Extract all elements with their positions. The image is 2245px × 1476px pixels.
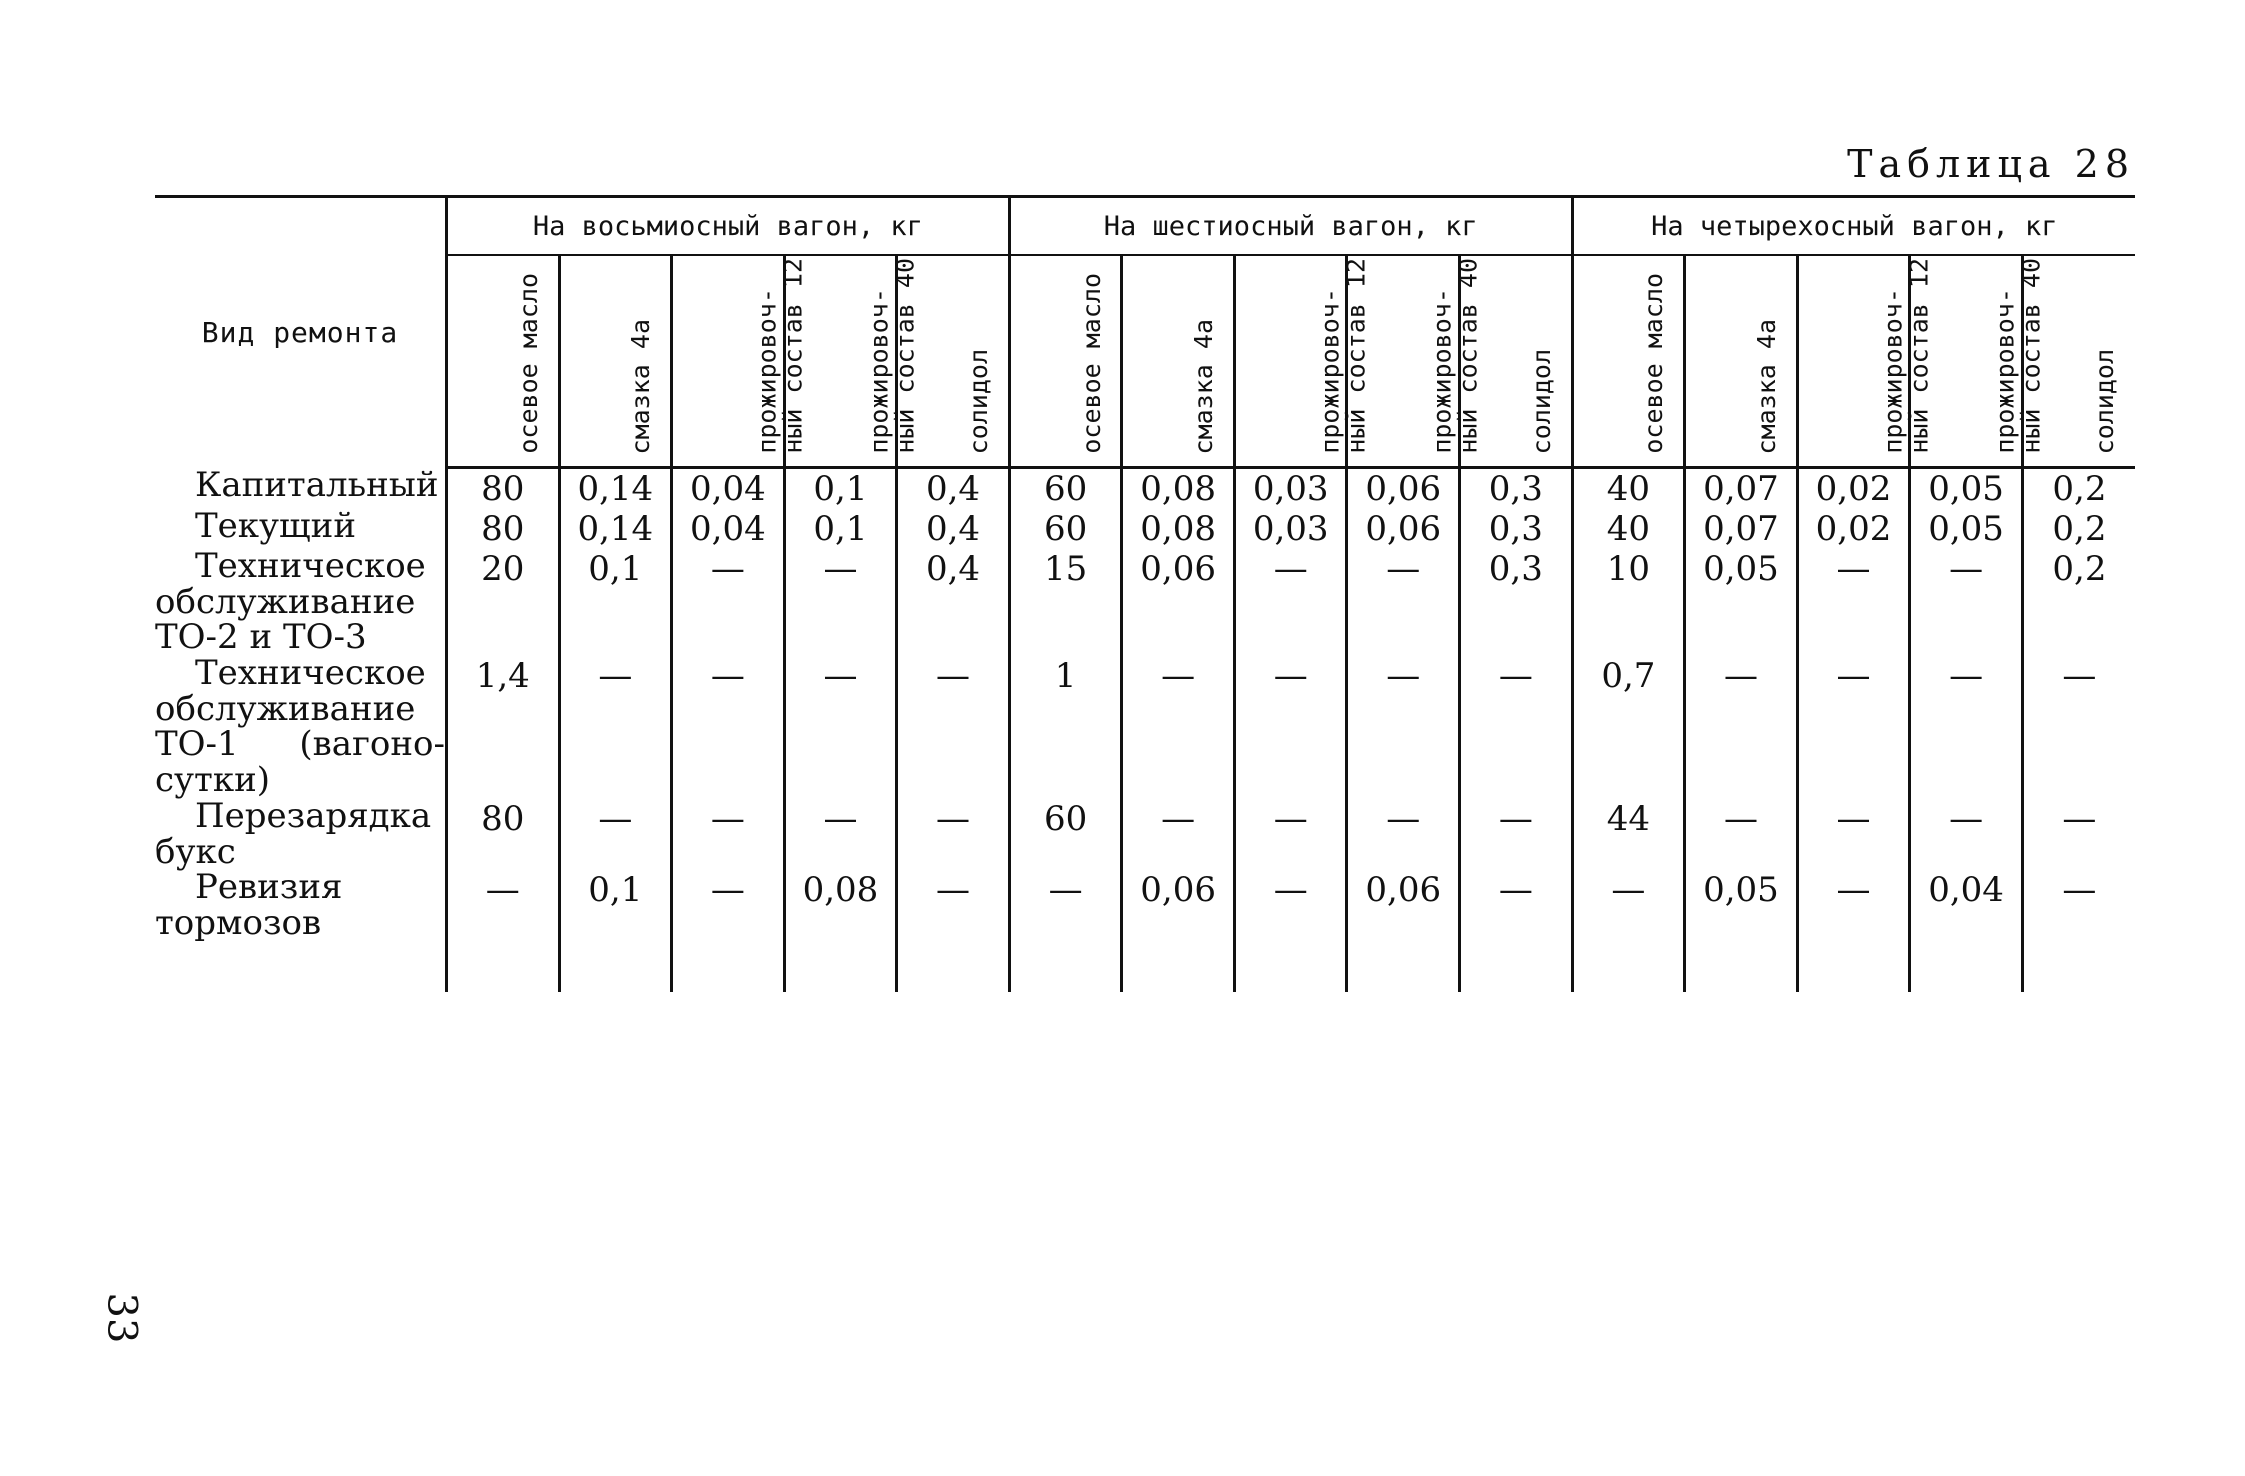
lubricant-table: [155, 195, 2135, 992]
value-cell: 0,07: [1685, 468, 1798, 510]
value-cell: —: [1234, 656, 1347, 799]
value-cell: —: [1797, 549, 1910, 656]
value-cell: —: [1797, 799, 1910, 870]
subheader-impregnating-12: [1234, 255, 1371, 468]
value-cell: 20: [446, 549, 559, 656]
value-cell: 0,4: [897, 549, 1010, 656]
value-cell: —: [897, 870, 1010, 991]
value-cell: —: [897, 656, 1010, 799]
group-header-six-axle: На шестиосный вагон, кг: [1009, 197, 1572, 256]
subheader-label: солидол: [964, 348, 994, 454]
table-row: [155, 549, 2135, 656]
value-cell: —: [897, 799, 1010, 870]
value-cell: 0,2: [2022, 509, 2135, 549]
repair-type-name: Техническое обслуживание ТО-1 (вагоно-сутки): [155, 653, 445, 801]
value-cell: 0,04: [1910, 870, 2023, 991]
table-label: Таблица 28: [1847, 142, 2135, 186]
value-cell: —: [2022, 870, 2135, 991]
value-cell: 0,02: [1797, 509, 1910, 549]
value-cell: —: [1572, 870, 1685, 991]
value-cell: 0,05: [1685, 549, 1798, 656]
value-cell: 0,4: [897, 468, 1010, 510]
subheader-label: осевое масло: [1076, 273, 1106, 454]
value-cell: —: [1234, 549, 1347, 656]
value-cell: 0,05: [1910, 509, 2023, 549]
value-cell: 80: [446, 799, 559, 870]
subheader-label: прожировоч- ный состав 40: [1990, 258, 2046, 454]
repair-type-name: Техническое обслуживание ТО-2 и ТО-3: [155, 546, 426, 658]
subheader-impregnating-40: [1910, 255, 2046, 468]
value-cell: 0,03: [1234, 509, 1347, 549]
subheader-impregnating-12: [672, 255, 808, 468]
value-cell: —: [1460, 656, 1573, 799]
subheader-impregnating-12: [1797, 255, 1934, 468]
value-cell: —: [559, 656, 672, 799]
value-cell: —: [1347, 549, 1460, 656]
value-cell: —: [1460, 799, 1573, 870]
subheader-grease-4a: [1685, 255, 1798, 468]
subheader-label: прожировоч- ный состав 12: [752, 258, 808, 454]
value-cell: 0,1: [559, 549, 672, 656]
value-cell: 0,07: [1685, 509, 1798, 549]
subheader-label: прожировоч- ный состав 40: [864, 258, 920, 454]
value-cell: 15: [1009, 549, 1122, 656]
value-cell: 44: [1572, 799, 1685, 870]
subheader-label: осевое масло: [1639, 273, 1669, 454]
value-cell: 0,06: [1347, 509, 1460, 549]
subheader-axle-oil: [1572, 255, 1685, 468]
value-cell: —: [1234, 799, 1347, 870]
table-row: [155, 870, 2135, 991]
value-cell: 0,06: [1347, 468, 1460, 510]
value-cell: —: [672, 549, 785, 656]
value-cell: —: [1347, 799, 1460, 870]
value-cell: 0,02: [1797, 468, 1910, 510]
value-cell: 0,3: [1460, 509, 1573, 549]
value-cell: 60: [1009, 509, 1122, 549]
subheader-impregnating-40: [1347, 255, 1483, 468]
value-cell: —: [1460, 870, 1573, 991]
value-cell: 0,05: [1910, 468, 2023, 510]
table-row: [155, 509, 2135, 549]
value-cell: —: [2022, 656, 2135, 799]
value-cell: 0,2: [2022, 468, 2135, 510]
value-cell: 0,7: [1572, 656, 1685, 799]
subheader-solidol: [1460, 255, 1573, 468]
value-cell: —: [1685, 656, 1798, 799]
value-cell: 60: [1009, 468, 1122, 510]
value-cell: —: [446, 870, 559, 991]
repair-type-name: Капитальный: [195, 464, 439, 505]
subheader-label: прожировоч- ный состав 12: [1314, 258, 1371, 454]
repair-type-cell: [155, 867, 446, 991]
value-cell: 0,08: [784, 870, 897, 991]
value-cell: —: [1910, 799, 2023, 870]
value-cell: —: [2022, 799, 2135, 870]
value-cell: 1,4: [446, 656, 559, 799]
value-cell: —: [1009, 870, 1122, 991]
value-cell: —: [672, 870, 785, 991]
group-header-eight-axle: На восьмиосный вагон, кг: [446, 197, 1009, 256]
table-row: [155, 799, 2135, 870]
value-cell: —: [1685, 799, 1798, 870]
repair-type-cell: [155, 464, 446, 510]
subheader-label: солидол: [2090, 348, 2120, 454]
value-cell: 0,1: [784, 468, 897, 510]
value-cell: —: [784, 656, 897, 799]
value-cell: —: [1234, 870, 1347, 991]
subheader-axle-oil: [1009, 255, 1122, 468]
value-cell: 0,06: [1347, 870, 1460, 991]
subheader-label: солидол: [1526, 348, 1556, 454]
value-cell: 40: [1572, 468, 1685, 510]
repair-type-cell: [155, 653, 446, 801]
value-cell: 40: [1572, 509, 1685, 549]
value-cell: 1: [1009, 656, 1122, 799]
value-cell: 0,2: [2022, 549, 2135, 656]
value-cell: 0,1: [784, 509, 897, 549]
value-cell: 80: [446, 468, 559, 510]
value-cell: —: [1122, 799, 1235, 870]
subheader-axle-oil: [446, 255, 559, 468]
value-cell: 0,06: [1122, 870, 1235, 991]
subheader-label: смазка 4а: [1189, 318, 1219, 454]
value-cell: 10: [1572, 549, 1685, 656]
value-cell: —: [1122, 656, 1235, 799]
value-cell: 0,14: [559, 509, 672, 549]
value-cell: —: [672, 656, 785, 799]
value-cell: 0,3: [1460, 549, 1573, 656]
value-cell: —: [1910, 656, 2023, 799]
value-cell: 0,04: [672, 468, 785, 510]
page-number: 33: [98, 1292, 145, 1344]
repair-type-header: Вид ремонта: [155, 197, 446, 468]
repair-type-cell: [155, 546, 446, 658]
value-cell: —: [672, 799, 785, 870]
value-cell: 0,14: [559, 468, 672, 510]
value-cell: 80: [446, 509, 559, 549]
subheader-solidol: [897, 255, 1010, 468]
group-header-four-axle: На четырехосный вагон, кг: [1572, 197, 2135, 256]
value-cell: 0,06: [1122, 549, 1235, 656]
value-cell: 0,08: [1122, 509, 1235, 549]
subheader-label: прожировоч- ный состав 40: [1427, 258, 1483, 454]
value-cell: 0,04: [672, 509, 785, 549]
repair-type-cell: [155, 795, 446, 872]
value-cell: 0,3: [1460, 468, 1573, 510]
value-cell: —: [1797, 656, 1910, 799]
subheader-label: смазка 4а: [626, 318, 656, 454]
value-cell: 0,05: [1685, 870, 1798, 991]
subheader-solidol: [2022, 255, 2135, 468]
value-cell: —: [1797, 870, 1910, 991]
table-row: [155, 468, 2135, 510]
value-cell: —: [1347, 656, 1460, 799]
value-cell: —: [559, 799, 672, 870]
value-cell: 0,08: [1122, 468, 1235, 510]
value-cell: 0,4: [897, 509, 1010, 549]
subheader-label: прожировоч- ный состав 12: [1877, 258, 1934, 454]
repair-type-name: Перезарядка букс: [155, 795, 432, 872]
value-cell: 0,03: [1234, 468, 1347, 510]
value-cell: —: [784, 549, 897, 656]
value-cell: 60: [1009, 799, 1122, 870]
table-row: [155, 656, 2135, 799]
subheader-label: осевое масло: [513, 273, 543, 454]
value-cell: 0,1: [559, 870, 672, 991]
subheader-label: смазка 4а: [1752, 318, 1782, 454]
value-cell: —: [784, 799, 897, 870]
repair-type-cell: [155, 506, 446, 549]
repair-type-name: Ревизия тормозов: [155, 867, 343, 943]
subheader-impregnating-40: [784, 255, 920, 468]
repair-type-name: Текущий: [195, 506, 356, 546]
subheader-grease-4a: [1122, 255, 1235, 468]
value-cell: —: [1910, 549, 2023, 656]
subheader-grease-4a: [559, 255, 672, 468]
